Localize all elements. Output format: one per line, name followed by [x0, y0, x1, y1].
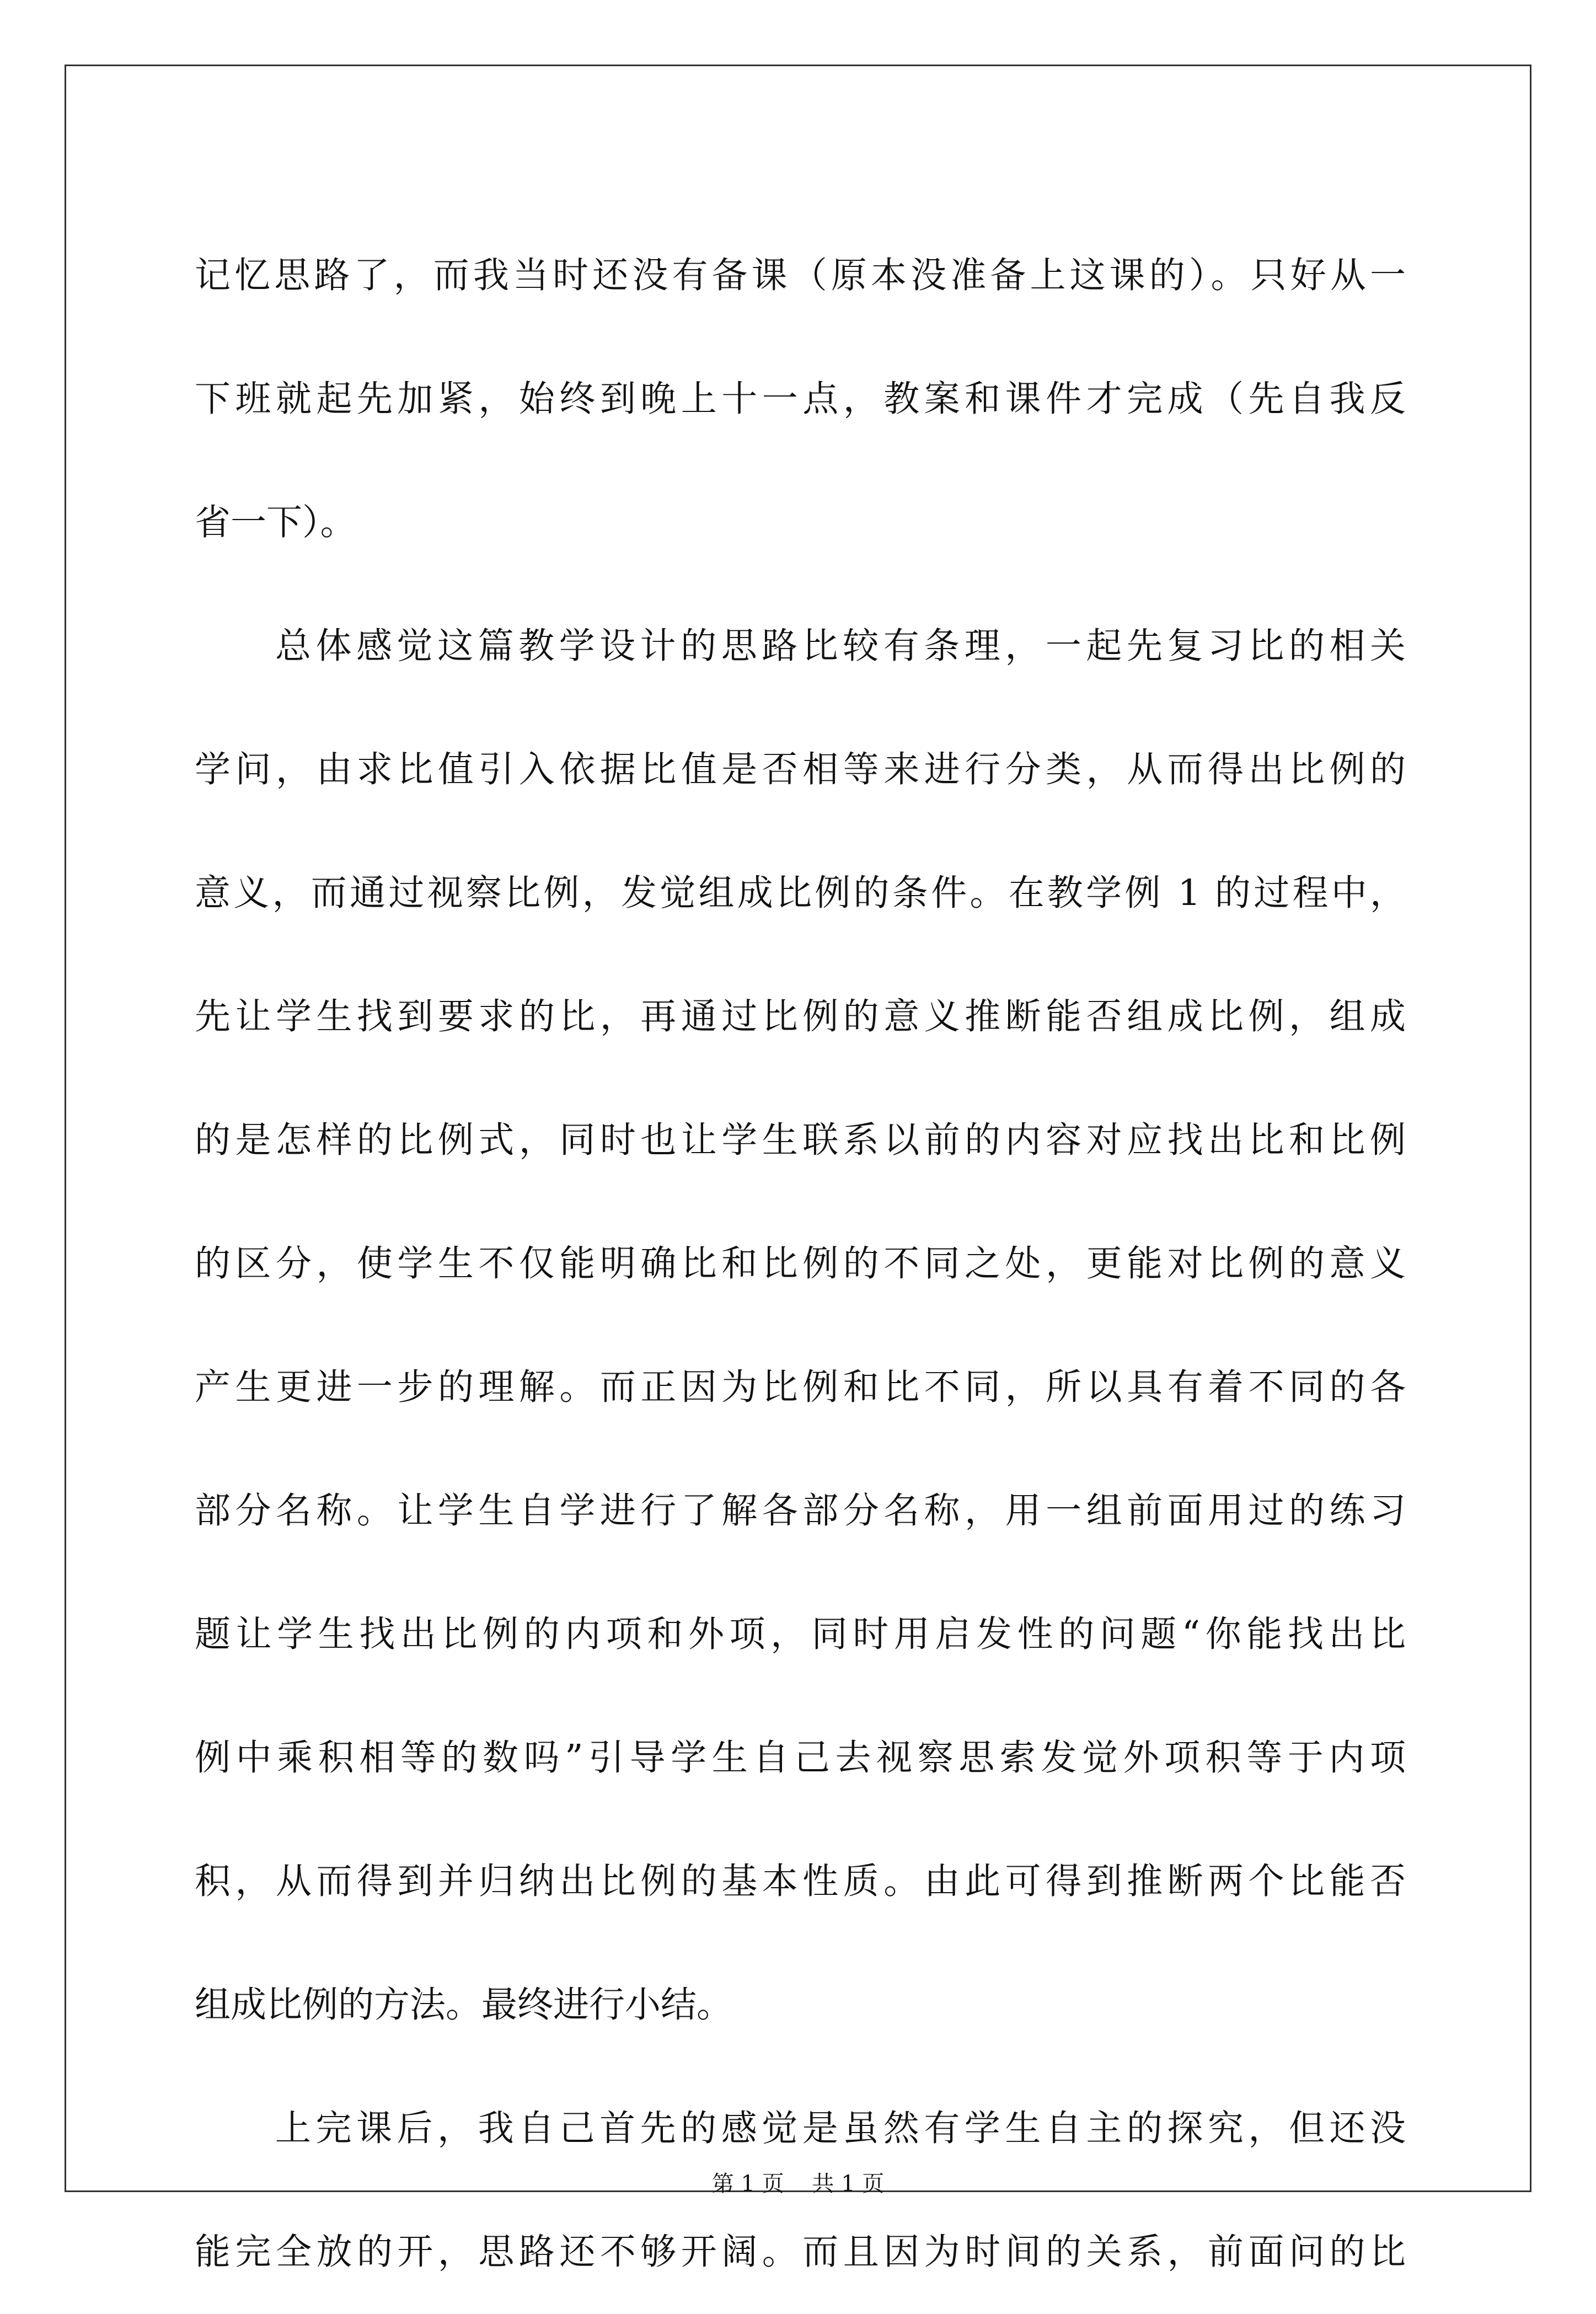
- text-line: 下班就起先加紧，始终到晚上十一点，教案和课件才完成（先自我反: [195, 378, 1406, 420]
- text-line: 的区分，使学生不仅能明确比和比例的不同之处，更能对比例的意义: [195, 1243, 1406, 1284]
- text-line: 总体感觉这篇教学设计的思路比较有条理，一起先复习比的相关: [275, 625, 1406, 667]
- text-line: 上完课后，我自己首先的感觉是虽然有学生自主的探究，但还没: [275, 2108, 1406, 2149]
- text-line: 能完全放的开，思路还不够开阔。而且因为时间的关系，前面问的比: [195, 2231, 1406, 2273]
- text-line: 部分名称。让学生自学进行了解各部分名称，用一组前面用过的练习: [195, 1490, 1406, 1531]
- text-line: 先让学生找到要求的比，再通过比例的意义推断能否组成比例，组成: [195, 996, 1406, 1037]
- text-line: 积，从而得到并归纳出比例的基本性质。由此可得到推断两个比能否: [195, 1861, 1406, 1902]
- page-number-footer: 第 1 页 共 1 页: [711, 2171, 885, 2197]
- text-line: 产生更进一步的理解。而正因为比例和比不同，所以具有着不同的各: [195, 1367, 1406, 1408]
- text-line: 省一下）。: [195, 502, 356, 543]
- text-line: 组成比例的方法。最终进行小结。: [195, 1984, 733, 2026]
- text-line: 学问，由求比值引入依据比值是否相等来进行分类，从而得出比例的: [195, 749, 1406, 790]
- text-line: 的是怎样的比例式，同时也让学生联系以前的内容对应找出比和比例: [195, 1119, 1406, 1161]
- text-line: 记忆思路了，而我当时还没有备课（原本没准备上这课的）。只好从一: [195, 255, 1406, 296]
- document-body: [195, 214, 1406, 2314]
- text-line: 题让学生找出比例的内项和外项，同时用启发性的问题“你能找出比: [195, 1614, 1406, 1655]
- text-line: 意义，而通过视察比例，发觉组成比例的条件。在教学例 1 的过程中，: [195, 872, 1406, 914]
- text-line: 例中乘积相等的数吗”引导学生自己去视察思索发觉外项积等于内项: [195, 1737, 1406, 1779]
